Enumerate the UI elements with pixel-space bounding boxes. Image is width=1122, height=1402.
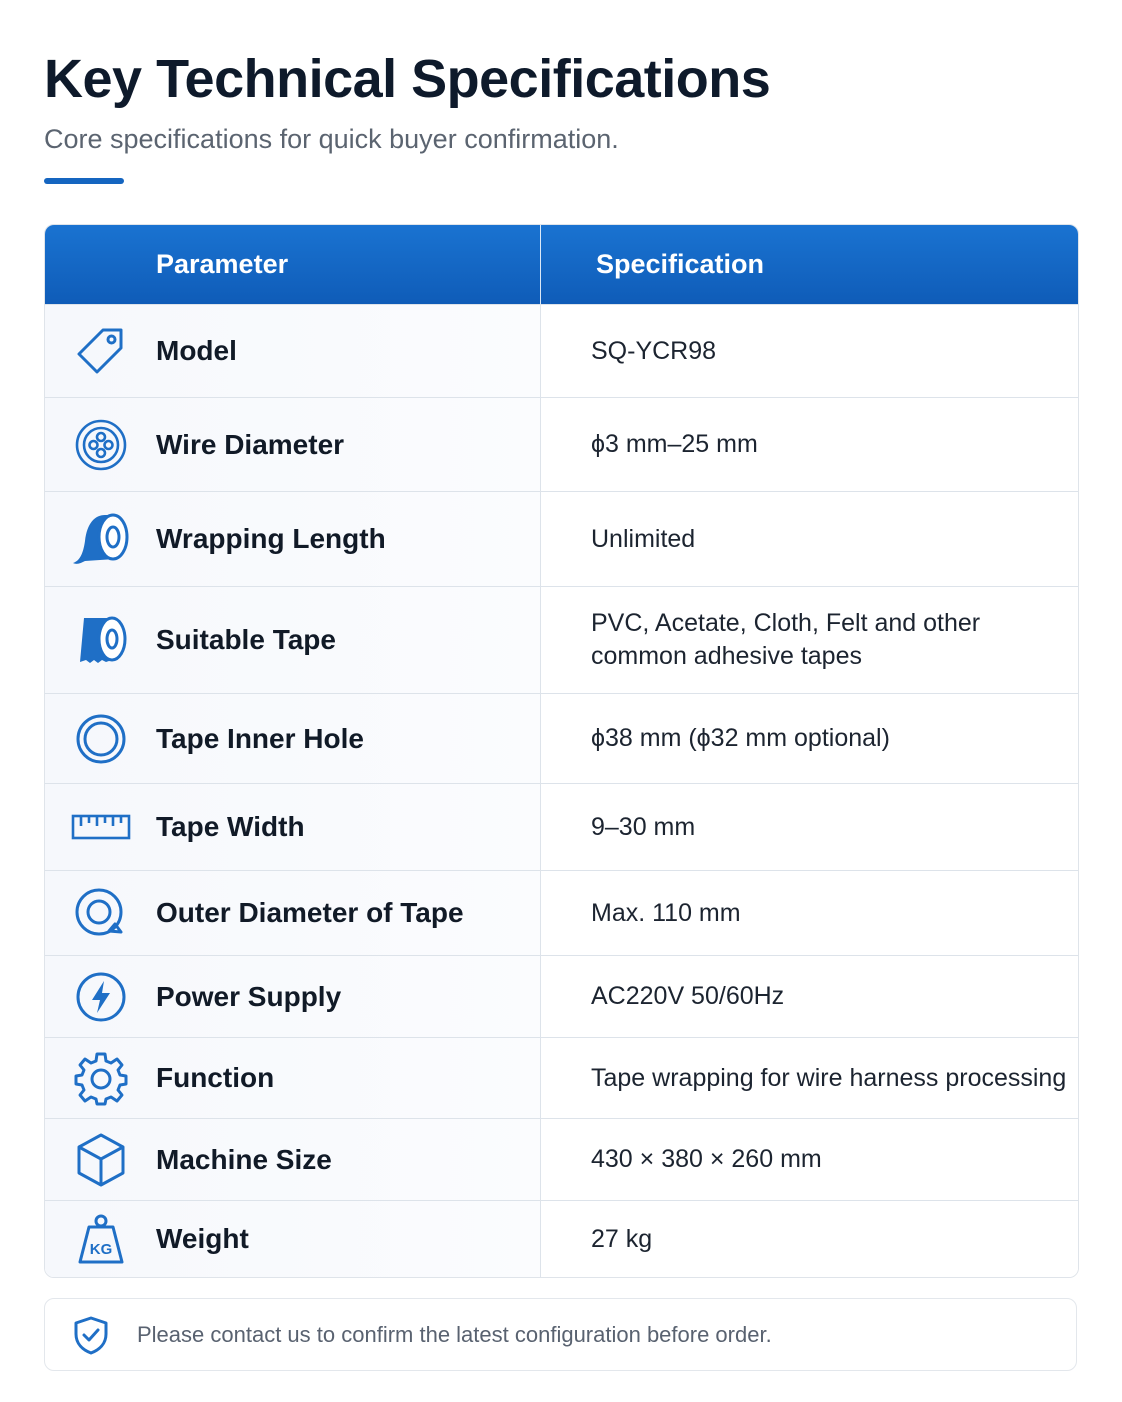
table-row (45, 870, 1078, 955)
tape-roll-icon (45, 587, 156, 693)
svg-text:KG: KG (89, 1241, 112, 1258)
table-row (45, 693, 1078, 783)
table-row (45, 491, 1078, 586)
table-row (45, 397, 1078, 491)
specification-value: Tape wrapping for wire harness processing (591, 1063, 1067, 1092)
specification-value: Unlimited (591, 524, 696, 553)
specifications-table (44, 224, 1079, 1278)
parameter-label: Suitable Tape (156, 624, 336, 655)
parameter-label: Machine Size (156, 1143, 332, 1175)
column-header-specification: Specification (596, 249, 765, 279)
table-row (45, 586, 1078, 693)
parameter-label: Tape Width (156, 811, 305, 842)
notice-text: Please contact us to confirm the latest configuration before order. (137, 1321, 772, 1347)
parameter-label: Tape Inner Hole (156, 722, 364, 754)
specification-value: ϕ38 mm (ϕ32 mm optional) (591, 724, 890, 752)
ring-icon (45, 694, 156, 783)
cube-icon (45, 1119, 156, 1200)
page-title: Key Technical Specifications (44, 49, 771, 109)
tag-icon (45, 305, 156, 397)
specification-value: Max. 110 mm (591, 898, 741, 927)
title-accent-bar (44, 178, 124, 184)
parameter-label: Wire Diameter (156, 428, 345, 460)
specification-value: ϕ3 mm–25 mm (591, 430, 758, 458)
table-row (45, 783, 1078, 870)
parameter-label: Weight (156, 1223, 249, 1254)
tape-outer-diameter-icon (45, 871, 156, 955)
table-row (45, 1118, 1078, 1200)
specification-value: AC220V 50/60Hz (591, 982, 785, 1010)
parameter-label: Function (156, 1062, 275, 1093)
notice-box (44, 1298, 1077, 1371)
specification-value: 9–30 mm (591, 812, 696, 841)
table-header (45, 225, 1078, 304)
parameter-label: Model (156, 335, 237, 366)
wire-cross-section-icon (45, 398, 156, 491)
specification-value: 430 × 380 × 260 mm (591, 1145, 822, 1173)
tape-roll-wrapping-icon (45, 492, 156, 586)
parameter-label: Wrapping Length (156, 523, 386, 554)
table-row (45, 1200, 1078, 1277)
lightning-icon (45, 956, 156, 1037)
ruler-icon (45, 784, 156, 870)
table-row (45, 1037, 1078, 1118)
parameter-label: Power Supply (156, 980, 342, 1012)
parameter-label: Outer Diameter of Tape (156, 897, 464, 928)
weight-kg-icon (45, 1201, 156, 1277)
shield-check-icon (45, 1315, 137, 1355)
page-subtitle: Core specifications for quick buyer confirmation. (44, 124, 619, 154)
table-row (45, 955, 1078, 1037)
column-header-parameter: Parameter (45, 225, 541, 304)
specification-value: SQ-YCR98 (591, 336, 717, 365)
gear-icon (45, 1038, 156, 1118)
specification-value: PVC, Acetate, Cloth, Felt and other common adhesive tapes (591, 609, 981, 670)
specification-value: 27 kg (591, 1224, 653, 1253)
table-row (45, 304, 1078, 397)
